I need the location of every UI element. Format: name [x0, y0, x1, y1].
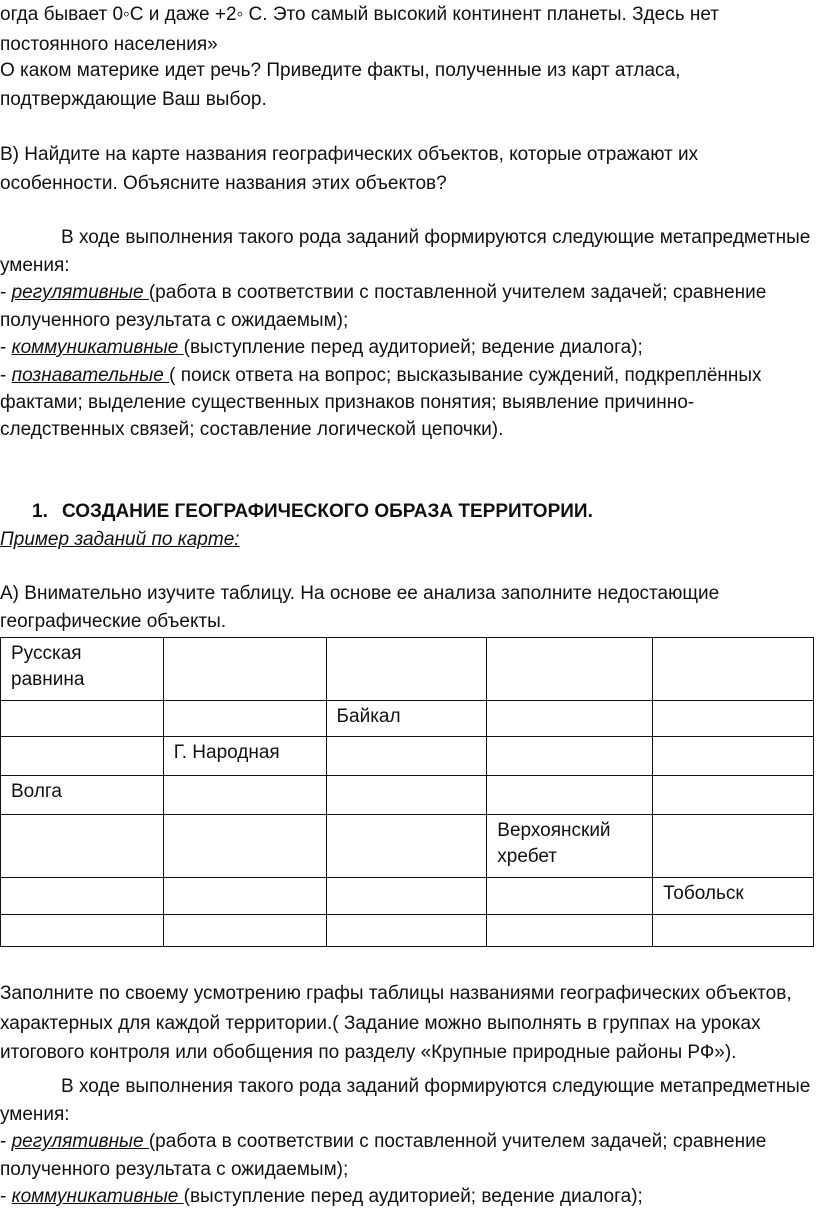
- table-cell[interactable]: [653, 776, 814, 815]
- table-cell[interactable]: [326, 737, 487, 776]
- table-cell[interactable]: [326, 776, 487, 815]
- table-cell[interactable]: [326, 815, 487, 878]
- table-cell[interactable]: Верхоянский хребет: [487, 815, 653, 878]
- text-line: итогового контроля или обобщения по разделу «Крупные природные районы РФ»).: [0, 1042, 737, 1063]
- text-line: В ходе выполнения такого рода заданий формируются следующие метапредметные: [61, 227, 811, 248]
- geo-table: [0, 637, 814, 947]
- table-cell[interactable]: [487, 701, 653, 737]
- table-cell[interactable]: Волга: [1, 776, 164, 815]
- text-line: фактами; выделение существенных признаков понятия; выявление причинно-: [0, 392, 695, 413]
- table-cell[interactable]: [653, 701, 814, 737]
- text-line: О каком материке идет речь? Приведите факты, полученные из карт атласа,: [0, 60, 681, 81]
- text-line: умения:: [0, 255, 70, 276]
- text-line: особенности. Объясните названия этих объектов?: [0, 173, 447, 194]
- table-row: [1, 737, 814, 776]
- table-cell[interactable]: [1, 878, 164, 915]
- table-cell[interactable]: [163, 638, 326, 701]
- text-line: географические объекты.: [0, 611, 227, 632]
- text-line: Заполните по своему усмотрению графы таблицы названиями географических объектов,: [0, 983, 792, 1004]
- table-cell[interactable]: [163, 701, 326, 737]
- table-cell[interactable]: [1, 701, 164, 737]
- table-cell[interactable]: [487, 737, 653, 776]
- table-row: [1, 776, 814, 815]
- text-line: В) Найдите на карте названия географических объектов, которые отражают их: [0, 144, 699, 165]
- table-cell[interactable]: [653, 638, 814, 701]
- skill-regulatory: - регулятивные (работа в соответствии с поставленной учителем задачей; сравнение: [0, 282, 767, 303]
- table-cell[interactable]: Русская равнина: [1, 638, 164, 701]
- skill-cognitive: - познавательные ( поиск ответа на вопрос; высказывание суждений, подкреплённых: [0, 365, 762, 386]
- table-cell[interactable]: Г. Народная: [163, 737, 326, 776]
- skill-communicative: - коммуникативные (выступление перед аудиторией; ведение диалога);: [0, 1186, 643, 1207]
- table-cell[interactable]: [653, 815, 814, 878]
- skill-communicative: - коммуникативные (выступление перед аудиторией; ведение диалога);: [0, 337, 643, 358]
- table-cell[interactable]: [1, 815, 164, 878]
- text-line: полученного результата с ожидаемым);: [0, 1159, 349, 1180]
- section-number: 1.: [32, 501, 48, 522]
- text-line: А) Внимательно изучите таблицу. На основе ее анализа заполните недостающие: [0, 583, 720, 604]
- text-line: постоянного населения»: [0, 34, 218, 55]
- table-cell[interactable]: [326, 915, 487, 947]
- table-cell[interactable]: [487, 638, 653, 701]
- table-cell[interactable]: [326, 878, 487, 915]
- text-line: полученного результата с ожидаемым);: [0, 310, 349, 331]
- table-cell[interactable]: Тобольск: [653, 878, 814, 915]
- table-cell[interactable]: [163, 776, 326, 815]
- table-cell[interactable]: [163, 878, 326, 915]
- table-cell[interactable]: [487, 776, 653, 815]
- table-row: [1, 915, 814, 947]
- table-cell[interactable]: [653, 737, 814, 776]
- table-cell[interactable]: [163, 815, 326, 878]
- table-row: [1, 701, 814, 737]
- example-heading: Пример заданий по карте:: [0, 529, 240, 550]
- section-title: СОЗДАНИЕ ГЕОГРАФИЧЕСКОГО ОБРАЗА ТЕРРИТОРИИ.: [62, 501, 593, 522]
- table-row: [1, 638, 814, 701]
- table-cell[interactable]: [1, 915, 164, 947]
- text-line: умения:: [0, 1104, 70, 1125]
- text-line: подтверждающие Ваш выбор.: [0, 89, 267, 110]
- table-cell[interactable]: [1, 737, 164, 776]
- table-cell[interactable]: [326, 638, 487, 701]
- text-line: огда бывает 0◦С и даже +2◦ С. Это самый высокий континент планеты. Здесь нет: [0, 4, 720, 25]
- table-row: [1, 815, 814, 878]
- table-cell[interactable]: [487, 878, 653, 915]
- table-cell[interactable]: [653, 915, 814, 947]
- skill-regulatory: - регулятивные (работа в соответствии с поставленной учителем задачей; сравнение: [0, 1131, 767, 1152]
- text-line: следственных связей; составление логической цепочки).: [0, 419, 504, 440]
- table-cell[interactable]: [163, 915, 326, 947]
- table-cell[interactable]: [487, 915, 653, 947]
- table-cell[interactable]: Байкал: [326, 701, 487, 737]
- table-row: [1, 878, 814, 915]
- text-line: характерных для каждой территории.( Задание можно выполнять в группах на уроках: [0, 1013, 761, 1034]
- text-line: В ходе выполнения такого рода заданий формируются следующие метапредметные: [61, 1076, 811, 1097]
